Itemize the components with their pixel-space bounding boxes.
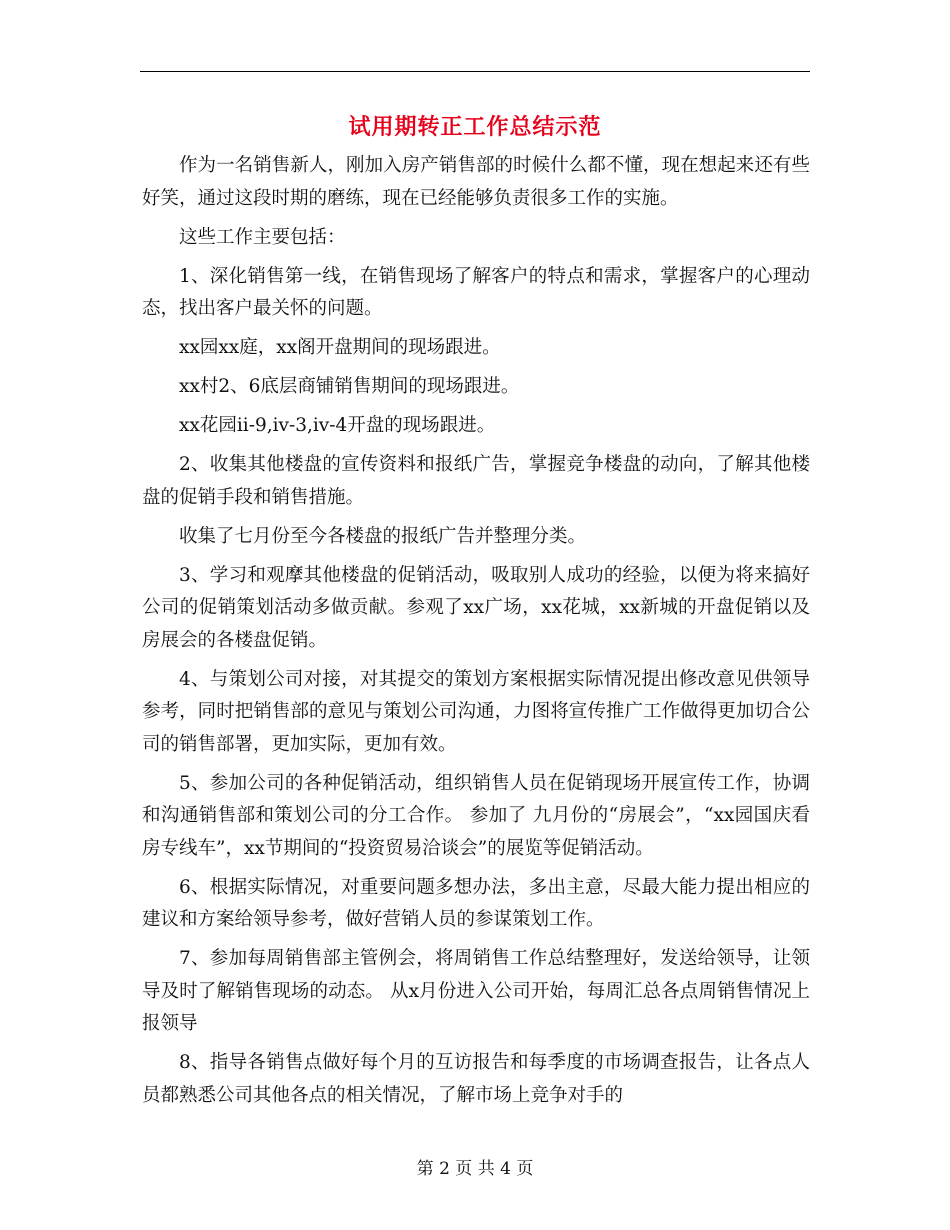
paragraph: 8、指导各销售点做好每个月的互访报告和每季度的市场调查报告，让各点人员都熟悉公司其他各点的相关情况，了解市场上竞争对手的 bbox=[142, 1052, 810, 1106]
page-number-footer: 第 2 页 共 4 页 bbox=[416, 1159, 534, 1179]
paragraph: 5、参加公司的各种促销活动，组织销售人员在促销现场开展宣传工作，协调和沟通销售部和策划公司的分工合作。 参加了 九月份的“房展会”，“xx园国庆看房专线车”，xx节期间的“投资贸易洽谈会”的展览等促销活动。 bbox=[142, 772, 810, 859]
paragraph: 1、深化销售第一线，在销售现场了解客户的特点和需求，掌握客户的心理动态，找出客户最关怀的问题。 bbox=[142, 265, 810, 319]
document-title: 试用期转正工作总结示范 bbox=[348, 114, 602, 140]
paragraph: 6、根据实际情况，对重要问题多想办法，多出主意，尽最大能力提出相应的建议和方案给领导参考，做好营销人员的参谋策划工作。 bbox=[142, 876, 810, 930]
paragraph: 这些工作主要包括： bbox=[179, 226, 346, 248]
paragraph: 作为一名销售新人，刚加入房产销售部的时候什么都不懂，现在想起来还有些好笑，通过这段时期的磨练，现在已经能够负责很多工作的实施。 bbox=[142, 155, 810, 209]
paragraph: xx花园ii-9,iv-3,iv-4开盘的现场跟进。 bbox=[179, 415, 496, 436]
paragraph: 收集了七月份至今各楼盘的报纸广告并整理分类。 bbox=[179, 525, 587, 547]
paragraph: 2、收集其他楼盘的宣传资料和报纸广告，掌握竞争楼盘的动向，了解其他楼盘的促销手段和销售措施。 bbox=[142, 454, 810, 508]
paragraph: 4、与策划公司对接，对其提交的策划方案根据实际情况提出修改意见供领导参考，同时把销售部的意见与策划公司沟通，力图将宣传推广工作做得更加切合公司的销售部署，更加实际，更加有效。 bbox=[142, 668, 810, 755]
paragraph: xx村2、6底层商铺销售期间的现场跟进。 bbox=[179, 376, 520, 397]
paragraph: xx园xx庭，xx阁开盘期间的现场跟进。 bbox=[179, 337, 501, 358]
paragraph: 7、参加每周销售部主管例会，将周销售工作总结整理好，发送给领导，让领导及时了解销售现场的动态。 从x月份进入公司开始，每周汇总各点周销售情况上报领导 bbox=[142, 948, 810, 1034]
paragraph: 3、学习和观摩其他楼盘的促销活动，吸取别人成功的经验，以便为将来搞好公司的促销策划活动多做贡献。参观了xx广场，xx花城，xx新城的开盘促销以及房展会的各楼盘促销。 bbox=[142, 564, 810, 651]
header-rule bbox=[140, 71, 810, 72]
document-body bbox=[142, 150, 810, 1119]
